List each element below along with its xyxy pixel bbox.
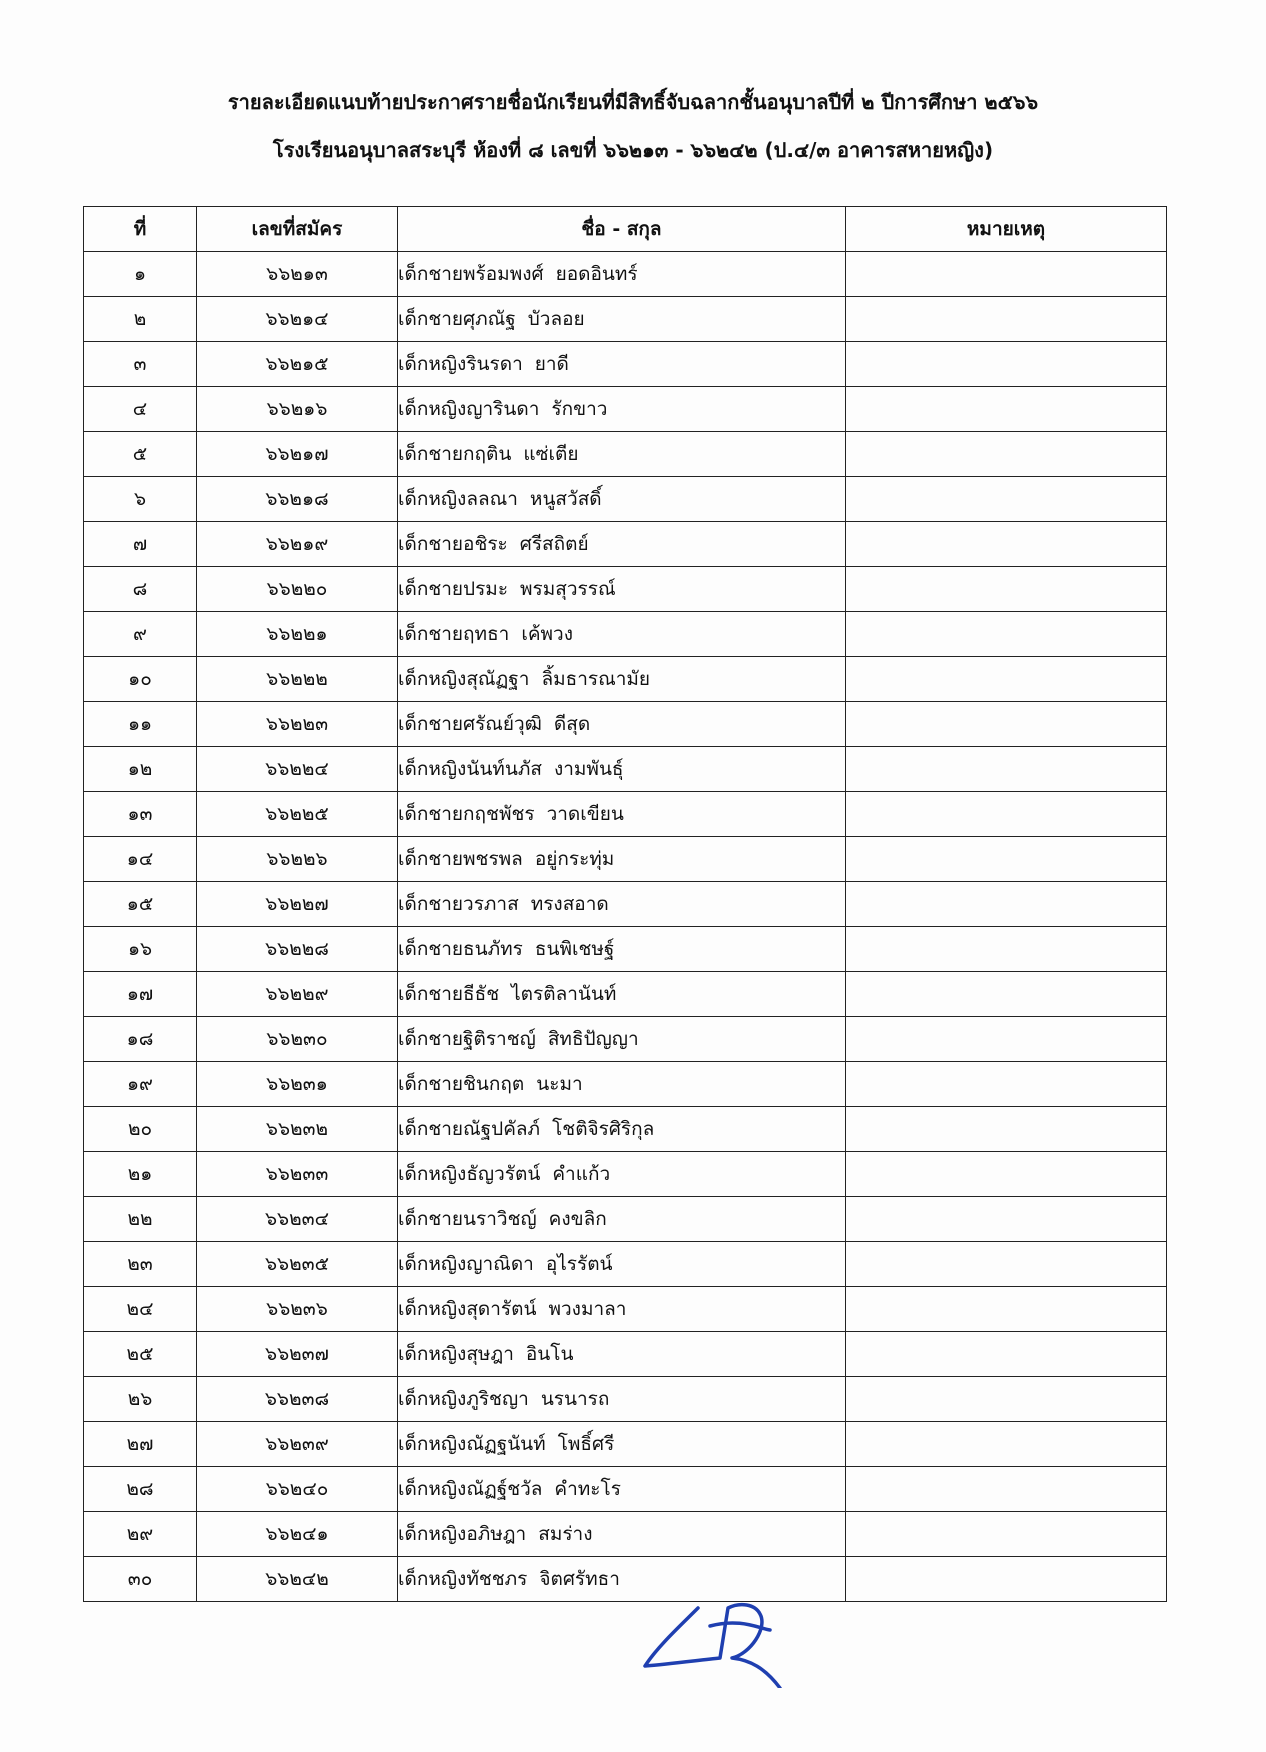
application-number: ๖๖๒๓๗	[197, 1332, 398, 1377]
table-row	[84, 837, 1167, 882]
student-last-name: จิตศรัทธา	[539, 1568, 620, 1590]
student-last-name: บัวลอย	[527, 308, 585, 330]
table-row	[84, 1197, 1167, 1242]
student-full-name	[398, 297, 846, 342]
row-number: ๒๗	[84, 1422, 197, 1467]
student-full-name	[398, 1287, 846, 1332]
student-full-name	[398, 1467, 846, 1512]
row-number: ๓๐	[84, 1557, 197, 1602]
student-first-name: เด็กชายศรัณย์วุฒิ	[398, 713, 542, 735]
student-full-name	[398, 1422, 846, 1467]
student-full-name	[398, 1062, 846, 1107]
application-number: ๖๖๒๓๖	[197, 1287, 398, 1332]
row-number: ๑๒	[84, 747, 197, 792]
remarks-cell	[846, 567, 1167, 612]
row-number: ๕	[84, 432, 197, 477]
student-last-name: คงขลิก	[548, 1208, 607, 1230]
student-last-name: พวงมาลา	[548, 1298, 627, 1320]
application-number: ๖๖๒๓๙	[197, 1422, 398, 1467]
student-full-name	[398, 657, 846, 702]
student-full-name	[398, 792, 846, 837]
application-number: ๖๖๒๑๔	[197, 297, 398, 342]
row-number: ๒๔	[84, 1287, 197, 1332]
table-row	[84, 792, 1167, 837]
table-row	[84, 342, 1167, 387]
row-number: ๑๔	[84, 837, 197, 882]
student-first-name: เด็กชายกฤติน	[398, 443, 512, 465]
remarks-cell	[846, 927, 1167, 972]
student-last-name: เค้พวง	[521, 623, 574, 645]
student-first-name: เด็กหญิงญาณิดา	[398, 1253, 534, 1275]
student-first-name: เด็กชายนราวิชญ์	[398, 1208, 537, 1230]
remarks-cell	[846, 522, 1167, 567]
student-last-name: ไตรติลานันท์	[511, 983, 617, 1005]
row-number: ๒๙	[84, 1512, 197, 1557]
table-row	[84, 1017, 1167, 1062]
remarks-cell	[846, 1332, 1167, 1377]
table-row	[84, 1467, 1167, 1512]
remarks-cell	[846, 1062, 1167, 1107]
table-row	[84, 657, 1167, 702]
application-number: ๖๖๒๒๘	[197, 927, 398, 972]
row-number: ๑๑	[84, 702, 197, 747]
student-full-name	[398, 1332, 846, 1377]
remarks-cell	[846, 252, 1167, 297]
table-body	[84, 252, 1167, 1602]
remarks-cell	[846, 1512, 1167, 1557]
table-row	[84, 1062, 1167, 1107]
table-row	[84, 1512, 1167, 1557]
table-row	[84, 1422, 1167, 1467]
remarks-cell	[846, 792, 1167, 837]
application-number: ๖๖๒๒๕	[197, 792, 398, 837]
table-row	[84, 1332, 1167, 1377]
student-last-name: สิทธิปัญญา	[547, 1028, 639, 1050]
student-last-name: นะมา	[536, 1073, 583, 1095]
student-last-name: อินโน	[525, 1343, 574, 1365]
student-first-name: เด็กชายชินกฤต	[398, 1073, 525, 1095]
table-row	[84, 297, 1167, 342]
remarks-cell	[846, 1017, 1167, 1062]
row-number: ๑๐	[84, 657, 197, 702]
remarks-cell	[846, 1152, 1167, 1197]
remarks-cell	[846, 387, 1167, 432]
student-full-name	[398, 1107, 846, 1152]
remarks-cell	[846, 1467, 1167, 1512]
student-last-name: ยาดี	[534, 353, 569, 375]
student-last-name: แซ่เตีย	[523, 443, 579, 465]
student-first-name: เด็กหญิงอภิษฎา	[398, 1523, 527, 1545]
application-number: ๖๖๒๑๕	[197, 342, 398, 387]
student-first-name: เด็กหญิงสุดารัตน์	[398, 1298, 537, 1320]
student-first-name: เด็กชายธีธัช	[398, 983, 500, 1005]
student-last-name: งามพันธุ์	[553, 758, 624, 780]
document-subtitle: โรงเรียนอนุบาลสระบุรี ห้องที่ ๘ เลขที่ ๖๖๒๑๓ - ๖๖๒๔๒ (ป.๔/๓ อาคารสหายหญิง)	[272, 138, 994, 162]
application-number: ๖๖๒๒๓	[197, 702, 398, 747]
table-row	[84, 1107, 1167, 1152]
student-first-name: เด็กชายปรมะ	[398, 578, 509, 600]
row-number: ๑๘	[84, 1017, 197, 1062]
application-number: ๖๖๒๔๐	[197, 1467, 398, 1512]
student-first-name: เด็กหญิงสุษฎา	[398, 1343, 514, 1365]
row-number: ๑๗	[84, 972, 197, 1017]
student-first-name: เด็กชายฐิติราชญ์	[398, 1028, 536, 1050]
student-full-name	[398, 1017, 846, 1062]
student-last-name: โพธิ์ศรี	[557, 1433, 615, 1455]
student-full-name	[398, 252, 846, 297]
student-roster-table	[83, 206, 1167, 1602]
application-number: ๖๖๒๒๖	[197, 837, 398, 882]
row-number: ๒๕	[84, 1332, 197, 1377]
row-number: ๒๓	[84, 1242, 197, 1287]
table-row	[84, 927, 1167, 972]
row-number: ๒	[84, 297, 197, 342]
table-row	[84, 432, 1167, 477]
student-first-name: เด็กชายณัฐปคัลภ์	[398, 1118, 541, 1140]
application-number: ๖๖๒๑๘	[197, 477, 398, 522]
student-first-name: เด็กหญิงสุณัฏฐา	[398, 668, 530, 690]
student-last-name: ศรีสถิตย์	[519, 533, 589, 555]
table-row	[84, 477, 1167, 522]
table-row	[84, 747, 1167, 792]
student-first-name: เด็กชายวรภาส	[398, 893, 519, 915]
application-number: ๖๖๒๔๑	[197, 1512, 398, 1557]
row-number: ๒๘	[84, 1467, 197, 1512]
row-number: ๑๓	[84, 792, 197, 837]
student-first-name: เด็กชายกฤชพัชร	[398, 803, 535, 825]
row-number: ๑๙	[84, 1062, 197, 1107]
student-last-name: โชติจิรศิริกุล	[552, 1118, 655, 1140]
student-first-name: เด็กชายพร้อมพงศ์	[398, 263, 544, 285]
row-number: ๒๑	[84, 1152, 197, 1197]
table-row	[84, 702, 1167, 747]
signature	[640, 1588, 810, 1688]
remarks-cell	[846, 612, 1167, 657]
student-full-name	[398, 522, 846, 567]
student-last-name: พรมสุวรรณ์	[520, 578, 616, 600]
remarks-cell	[846, 1377, 1167, 1422]
student-first-name: เด็กชายศุภณัฐ	[398, 308, 516, 330]
application-number: ๖๖๒๒๒	[197, 657, 398, 702]
student-first-name: เด็กหญิงธัญวรัตน์	[398, 1163, 541, 1185]
student-last-name: อยู่กระทุ่ม	[534, 848, 615, 870]
application-number: ๖๖๒๑๓	[197, 252, 398, 297]
column-header-application-number: เลขที่สมัคร	[197, 207, 398, 252]
remarks-cell	[846, 702, 1167, 747]
student-first-name: เด็กหญิงลลณา	[398, 488, 518, 510]
application-number: ๖๖๒๒๙	[197, 972, 398, 1017]
row-number: ๙	[84, 612, 197, 657]
student-last-name: ดีสุด	[553, 713, 591, 735]
remarks-cell	[846, 972, 1167, 1017]
application-number: ๖๖๒๓๓	[197, 1152, 398, 1197]
remarks-cell	[846, 1242, 1167, 1287]
row-number: ๒๖	[84, 1377, 197, 1422]
student-first-name: เด็กหญิงญารินดา	[398, 398, 540, 420]
table-row	[84, 387, 1167, 432]
remarks-cell	[846, 1107, 1167, 1152]
student-first-name: เด็กหญิงณัฏฐ์ชวัล	[398, 1478, 543, 1500]
row-number: ๓	[84, 342, 197, 387]
application-number: ๖๖๒๓๕	[197, 1242, 398, 1287]
application-number: ๖๖๒๒๑	[197, 612, 398, 657]
student-full-name	[398, 972, 846, 1017]
student-full-name	[398, 1197, 846, 1242]
remarks-cell	[846, 477, 1167, 522]
application-number: ๖๖๒๓๑	[197, 1062, 398, 1107]
student-last-name: วาดเขียน	[546, 803, 624, 825]
remarks-cell	[846, 657, 1167, 702]
table-row	[84, 252, 1167, 297]
application-number: ๖๖๒๒๔	[197, 747, 398, 792]
row-number: ๘	[84, 567, 197, 612]
row-number: ๑๖	[84, 927, 197, 972]
student-last-name: คำแก้ว	[552, 1163, 611, 1185]
student-last-name: อุไรรัตน์	[545, 1253, 613, 1275]
student-last-name: คำทะโร	[554, 1478, 621, 1500]
student-first-name: เด็กชายธนภัทร	[398, 938, 523, 960]
application-number: ๖๖๒๒๗	[197, 882, 398, 927]
row-number: ๒๐	[84, 1107, 197, 1152]
student-full-name	[398, 432, 846, 477]
table-row	[84, 1557, 1167, 1602]
remarks-cell	[846, 1557, 1167, 1602]
student-first-name: เด็กชายพชรพล	[398, 848, 523, 870]
student-last-name: หนูสวัสดิ์	[529, 488, 602, 510]
column-header-remarks: หมายเหตุ	[846, 207, 1167, 252]
student-full-name	[398, 567, 846, 612]
student-full-name	[398, 477, 846, 522]
table-row	[84, 1287, 1167, 1332]
table-row	[84, 1242, 1167, 1287]
student-full-name	[398, 1512, 846, 1557]
student-full-name	[398, 1377, 846, 1422]
document-header	[0, 88, 1266, 164]
remarks-cell	[846, 1197, 1167, 1242]
table-row	[84, 972, 1167, 1017]
student-full-name	[398, 1152, 846, 1197]
application-number: ๖๖๒๓๐	[197, 1017, 398, 1062]
table-row	[84, 1152, 1167, 1197]
remarks-cell	[846, 1287, 1167, 1332]
application-number: ๖๖๒๓๔	[197, 1197, 398, 1242]
student-first-name: เด็กชายอชิระ	[398, 533, 508, 555]
student-full-name	[398, 702, 846, 747]
student-full-name	[398, 342, 846, 387]
student-full-name	[398, 927, 846, 972]
column-header-number: ที่	[84, 207, 197, 252]
application-number: ๖๖๒๔๒	[197, 1557, 398, 1602]
remarks-cell	[846, 837, 1167, 882]
student-full-name	[398, 612, 846, 657]
application-number: ๖๖๒๓๘	[197, 1377, 398, 1422]
document-title: รายละเอียดแนบท้ายประกาศรายชื่อนักเรียนที่มีสิทธิ์จับฉลากชั้นอนุบาลปีที่ ๒ ปีการศึกษา ๒๕๖๖	[227, 90, 1039, 114]
table-row	[84, 522, 1167, 567]
student-last-name: นรนารถ	[540, 1388, 610, 1410]
remarks-cell	[846, 342, 1167, 387]
student-last-name: ธนพิเชษฐ์	[534, 938, 615, 960]
student-last-name: ทรงสอาด	[530, 893, 609, 915]
row-number: ๑	[84, 252, 197, 297]
student-full-name	[398, 1242, 846, 1287]
table-row	[84, 1377, 1167, 1422]
table-row	[84, 567, 1167, 612]
remarks-cell	[846, 1422, 1167, 1467]
remarks-cell	[846, 882, 1167, 927]
student-first-name: เด็กหญิงภูริชญา	[398, 1388, 529, 1410]
row-number: ๒๒	[84, 1197, 197, 1242]
table-row	[84, 612, 1167, 657]
student-first-name: เด็กหญิงณัฏฐนันท์	[398, 1433, 546, 1455]
student-first-name: เด็กหญิงนันท์นภัส	[398, 758, 542, 780]
application-number: ๖๖๒๒๐	[197, 567, 398, 612]
student-first-name: เด็กชายฤทธา	[398, 623, 510, 645]
student-last-name: สมร่าง	[538, 1523, 593, 1545]
row-number: ๗	[84, 522, 197, 567]
student-full-name	[398, 882, 846, 927]
student-last-name: รักขาว	[551, 398, 608, 420]
row-number: ๔	[84, 387, 197, 432]
row-number: ๑๕	[84, 882, 197, 927]
student-full-name	[398, 747, 846, 792]
student-first-name: เด็กหญิงรินรดา	[398, 353, 523, 375]
student-full-name	[398, 387, 846, 432]
student-last-name: ลิ้มธารณามัย	[541, 668, 651, 690]
student-full-name	[398, 837, 846, 882]
student-first-name: เด็กหญิงทัชชภร	[398, 1568, 528, 1590]
application-number: ๖๖๒๑๙	[197, 522, 398, 567]
row-number: ๖	[84, 477, 197, 522]
application-number: ๖๖๒๑๖	[197, 387, 398, 432]
column-header-full-name: ชื่อ - สกุล	[398, 207, 846, 252]
remarks-cell	[846, 432, 1167, 477]
table-row	[84, 882, 1167, 927]
remarks-cell	[846, 297, 1167, 342]
remarks-cell	[846, 747, 1167, 792]
student-last-name: ยอดอินทร์	[555, 263, 638, 285]
table-header-row	[84, 207, 1167, 252]
application-number: ๖๖๒๓๒	[197, 1107, 398, 1152]
application-number: ๖๖๒๑๗	[197, 432, 398, 477]
